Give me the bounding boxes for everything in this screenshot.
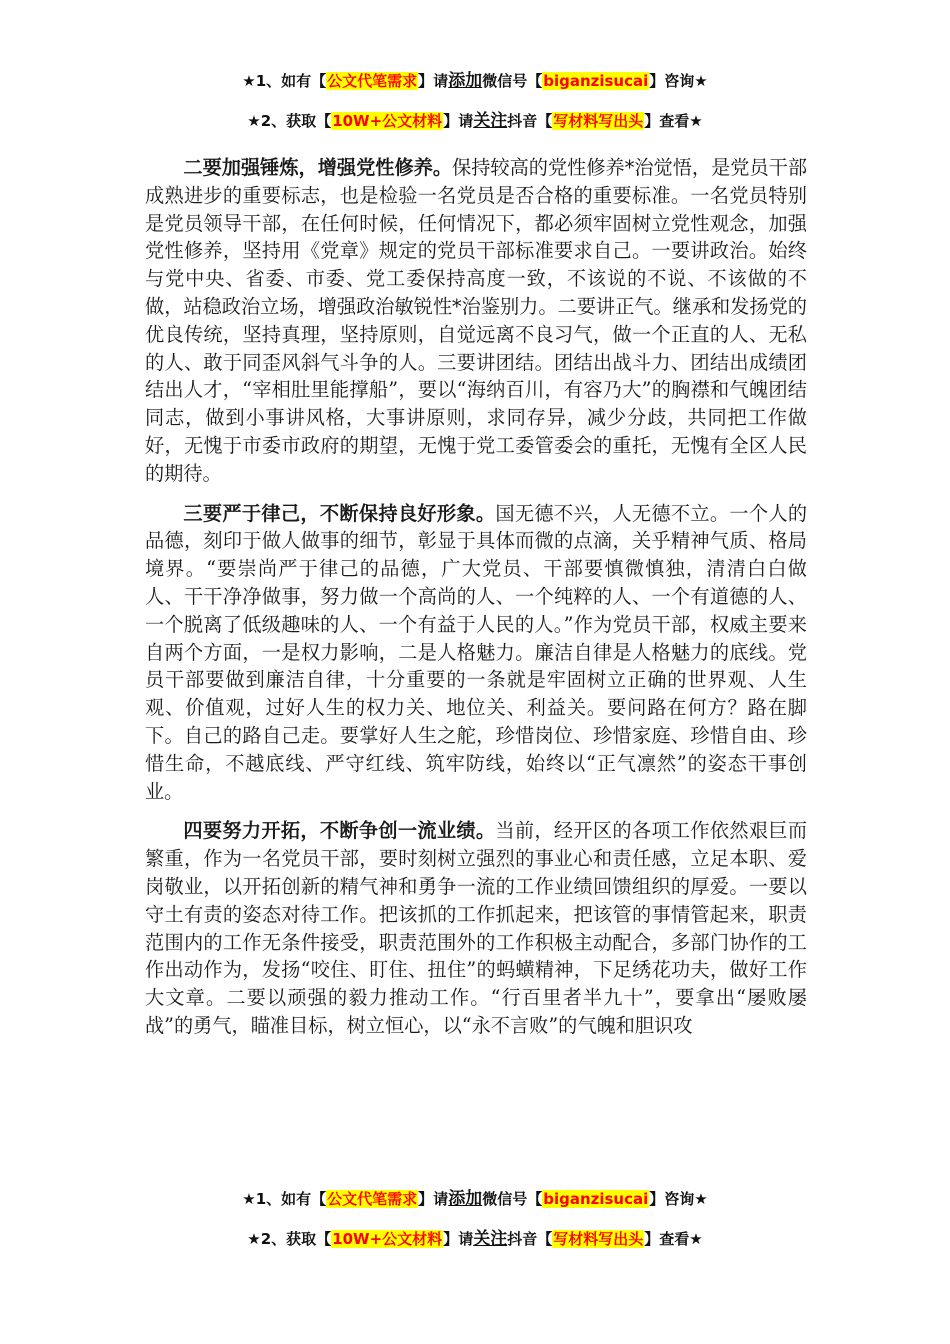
banner-text: ★2、获取【: [247, 112, 332, 130]
paragraph-lead: 四要努力开拓，不断争创一流业绩。: [183, 819, 496, 843]
paragraph-text: 保持较高的党性修养*治觉悟，是党员干部成熟进步的重要标志，也是检验一名党员是否合格的重要标准。一名党员特别是党员领导干部，在任何时候，任何情况下，都必须牢固树立党性观念，加强党性修养，坚持用《党章》规定的党员干部标准要求自己。一要讲政治。始终与党中央、省委、市委、党工委保持高度一致，不该说的不说、不该做的不做，站稳政治立场，增强政治敏锐性*治鉴别力。二要讲正气。继承和发扬党的优良传统，坚持真理，坚持原则，自觉远离不良习气，做一个正直的人、无私的人、敢于同歪风斜气斗争的人。三要讲团结。团结出战斗力、团结出成绩团结出人才，“宰相肚里能撑船”，要以“海纳百川，有容乃大”的胸襟和气魄团结同志，做到小事讲风格，大事讲原则，求同存异，减少分歧，共同把工作做好，无愧于市委市政府的期望，无愧于党工委管委会的重托，无愧有全区人民的期待。: [145, 156, 808, 485]
highlight-text: 10W+公文材料: [332, 112, 443, 130]
banner-text: 】请: [418, 72, 449, 90]
highlight-text: 写材料写出头: [553, 1230, 644, 1248]
footer-banner-line-1: [0, 1188, 950, 1210]
banner-text: 】请: [443, 1230, 474, 1248]
banner-text: 】请: [443, 112, 474, 130]
highlight-text: 10W+公文材料: [332, 1230, 443, 1248]
document-body: [145, 154, 807, 1052]
banner-text: 抖音【: [507, 112, 553, 130]
highlight-text: biganzisucai: [543, 1190, 649, 1208]
paragraph-text: 当前，经开区的各项工作依然艰巨而繁重，作为一名党员干部，要时刻树立强烈的事业心和责任感，立足本职、爱岗敬业，以开拓创新的精气神和勇争一流的工作业绩回馈组织的厚爱。一要以守土有责的姿态对待工作。把该抓的工作抓起来，把该管的事情管起来，职责范围内的工作无条件接受，职责范围外的工作积极主动配合，多部门协作的工作出动作为，发扬“咬住、盯住、扭住”的蚂蟥精神，下足绣花功夫，做好工作大文章。二要以顽强的毅力推动工作。“行百里者半九十”，要拿出“屡败屡战”的勇气，瞄准目标，树立恒心，以“永不言败”的气魄和胆识攻: [145, 819, 808, 1037]
header-banner-line-2: [0, 110, 950, 132]
banner-text: 】咨询★: [649, 1190, 708, 1208]
highlight-text: 公文代笔需求: [327, 72, 418, 90]
underlined-text: 关注: [473, 111, 508, 131]
header-banner-line-1: [0, 70, 950, 92]
footer-banner-line-2: [0, 1228, 950, 1250]
banner-text: 微信号【: [482, 1190, 543, 1208]
underlined-text: 添加: [448, 71, 483, 91]
banner-text: 微信号【: [482, 72, 543, 90]
highlight-text: biganzisucai: [543, 72, 649, 90]
underlined-text: 添加: [448, 1189, 483, 1209]
highlight-text: 写材料写出头: [553, 112, 644, 130]
banner-text: 抖音【: [507, 1230, 553, 1248]
banner-text: 】查看★: [644, 112, 703, 130]
paragraph: [145, 154, 807, 488]
banner-text: ★1、如有【: [242, 1190, 327, 1208]
banner-text: ★1、如有【: [242, 72, 327, 90]
paragraph-lead: 三要严于律己，不断保持良好形象。: [183, 501, 496, 525]
underlined-text: 关注: [473, 1229, 508, 1249]
banner-text: 】咨询★: [649, 72, 708, 90]
paragraph-lead: 二要加强锤炼，增强党性修养。: [183, 156, 453, 179]
banner-text: 】请: [418, 1190, 449, 1208]
paragraph: [145, 500, 807, 806]
paragraph: [145, 817, 807, 1039]
banner-text: ★2、获取【: [247, 1230, 332, 1248]
paragraph-text: 国无德不兴，人无德不立。一个人的品德，刻印于做人做事的细节，彰显于具体而微的点滴，关乎精神气质、格局境界。“要崇尚严于律己的品德，广大党员、干部要慎微慎独，清清白白做人、干干净净做事，努力做一个高尚的人、一个纯粹的人、一个有道德的人、一个脱离了低级趣味的人、一个有益于人民的人。”作为党员干部，权威主要来自两个方面，一是权力影响，二是人格魅力。廉洁自律是人格魅力的底线。党员干部要做到廉洁自律，十分重要的一条就是牢固树立正确的世界观、人生观、价值观，过好人生的权力关、地位关、利益关。要问路在何方？路在脚下。自己的路自己走。要掌好人生之舵，珍惜岗位、珍惜家庭、珍惜自由、珍惜生命，不越底线、严守红线、筑牢防线，始终以“正气凛然”的姿态干事创业。: [145, 501, 808, 803]
banner-text: 】查看★: [644, 1230, 703, 1248]
highlight-text: 公文代笔需求: [327, 1190, 418, 1208]
